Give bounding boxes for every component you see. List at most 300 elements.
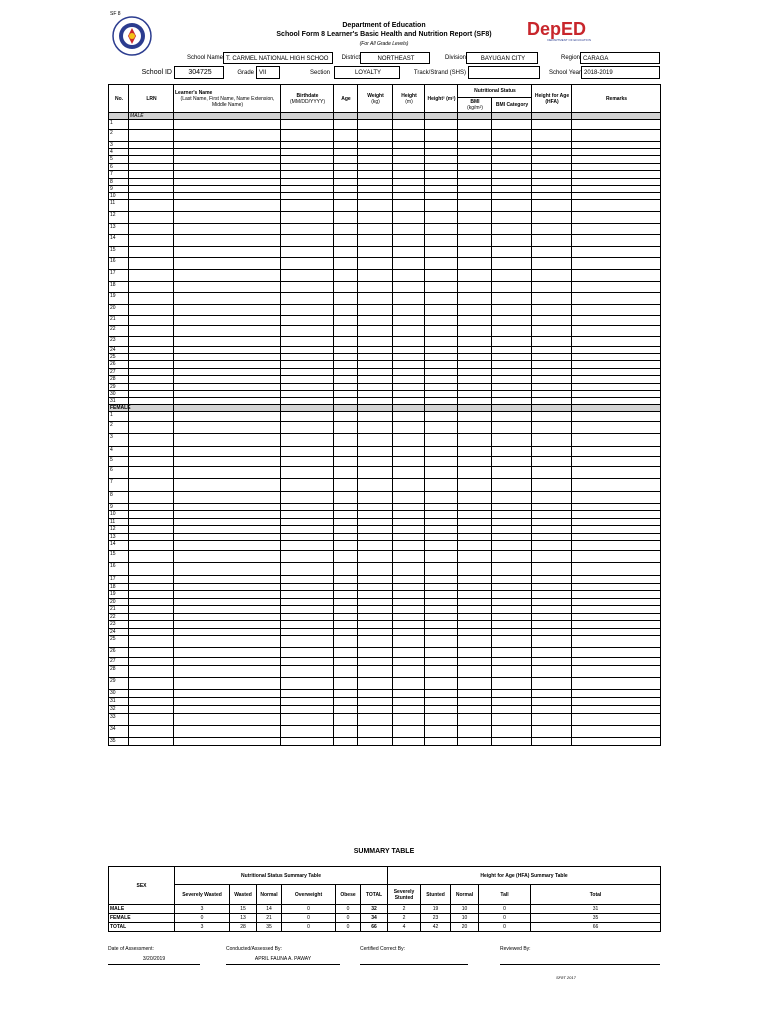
table-cell[interactable] xyxy=(281,479,334,492)
table-cell[interactable] xyxy=(393,666,425,678)
table-cell[interactable] xyxy=(129,621,174,629)
table-cell[interactable] xyxy=(334,270,358,282)
table-cell[interactable] xyxy=(358,678,393,690)
table-cell[interactable] xyxy=(281,541,334,551)
table-cell[interactable] xyxy=(334,467,358,479)
table-cell[interactable] xyxy=(532,584,572,591)
table-cell[interactable] xyxy=(393,164,425,171)
table-cell[interactable] xyxy=(393,361,425,369)
table-cell[interactable] xyxy=(281,200,334,212)
table-cell[interactable] xyxy=(492,156,532,164)
table-cell[interactable] xyxy=(129,156,174,164)
table-cell[interactable] xyxy=(572,200,661,212)
table-cell[interactable] xyxy=(281,376,334,384)
table-cell[interactable] xyxy=(281,305,334,316)
table-cell[interactable] xyxy=(492,200,532,212)
table-cell[interactable] xyxy=(393,706,425,714)
table-cell[interactable] xyxy=(129,541,174,551)
table-cell[interactable] xyxy=(174,316,281,326)
table-cell[interactable] xyxy=(334,541,358,551)
table-cell[interactable] xyxy=(572,666,661,678)
table-cell[interactable] xyxy=(425,698,458,706)
table-cell[interactable] xyxy=(532,422,572,434)
table-cell[interactable] xyxy=(458,726,492,738)
table-cell[interactable] xyxy=(532,698,572,706)
table-cell[interactable] xyxy=(281,584,334,591)
table-cell[interactable] xyxy=(492,347,532,354)
table-cell[interactable] xyxy=(334,354,358,361)
table-cell[interactable] xyxy=(425,563,458,576)
table-row[interactable] xyxy=(109,706,661,714)
table-cell[interactable] xyxy=(281,282,334,293)
table-cell[interactable] xyxy=(492,576,532,584)
table-cell[interactable] xyxy=(572,648,661,658)
table-cell[interactable] xyxy=(174,678,281,690)
table-cell[interactable] xyxy=(393,212,425,224)
table-cell[interactable] xyxy=(174,369,281,376)
table-cell[interactable] xyxy=(532,305,572,316)
table-row[interactable] xyxy=(109,666,661,678)
table-cell[interactable] xyxy=(174,293,281,305)
table-cell[interactable] xyxy=(334,258,358,270)
table-cell[interactable] xyxy=(358,212,393,224)
table-cell[interactable] xyxy=(425,648,458,658)
table-cell[interactable] xyxy=(281,636,334,648)
table-cell[interactable] xyxy=(532,534,572,541)
table-cell[interactable] xyxy=(425,369,458,376)
table-cell[interactable] xyxy=(174,384,281,391)
table-cell[interactable] xyxy=(572,193,661,200)
table-cell[interactable] xyxy=(334,376,358,384)
table-cell[interactable] xyxy=(281,391,334,398)
table-cell[interactable] xyxy=(532,164,572,171)
table-cell[interactable] xyxy=(174,120,281,130)
table-row[interactable] xyxy=(109,614,661,621)
table-cell[interactable] xyxy=(393,120,425,130)
table-cell[interactable] xyxy=(129,467,174,479)
table-cell[interactable] xyxy=(281,534,334,541)
table-cell[interactable] xyxy=(129,492,174,504)
table-cell[interactable] xyxy=(425,614,458,621)
table-row[interactable] xyxy=(109,193,661,200)
table-row[interactable] xyxy=(109,384,661,391)
table-cell[interactable] xyxy=(358,629,393,636)
table-cell[interactable] xyxy=(572,678,661,690)
table-cell[interactable] xyxy=(393,200,425,212)
table-cell[interactable] xyxy=(425,584,458,591)
table-cell[interactable] xyxy=(129,391,174,398)
table-cell[interactable] xyxy=(532,738,572,746)
table-cell[interactable] xyxy=(492,606,532,614)
table-cell[interactable] xyxy=(532,541,572,551)
table-cell[interactable] xyxy=(425,541,458,551)
table-cell[interactable] xyxy=(281,171,334,179)
table-cell[interactable] xyxy=(492,391,532,398)
table-cell[interactable] xyxy=(334,599,358,606)
table-cell[interactable] xyxy=(572,599,661,606)
table-row[interactable] xyxy=(109,347,661,354)
table-cell[interactable] xyxy=(129,738,174,746)
table-cell[interactable] xyxy=(129,171,174,179)
table-cell[interactable] xyxy=(174,551,281,563)
table-cell[interactable] xyxy=(358,648,393,658)
table-cell[interactable] xyxy=(492,186,532,193)
table-cell[interactable] xyxy=(492,434,532,447)
table-cell[interactable] xyxy=(425,384,458,391)
table-cell[interactable] xyxy=(281,337,334,347)
table-row[interactable] xyxy=(109,398,661,405)
table-cell[interactable] xyxy=(393,648,425,658)
table-cell[interactable] xyxy=(358,326,393,337)
table-cell[interactable] xyxy=(334,235,358,247)
table-row[interactable] xyxy=(109,726,661,738)
table-cell[interactable] xyxy=(572,738,661,746)
table-cell[interactable] xyxy=(129,282,174,293)
table-cell[interactable] xyxy=(532,337,572,347)
table-cell[interactable] xyxy=(532,247,572,258)
table-cell[interactable] xyxy=(492,706,532,714)
table-cell[interactable] xyxy=(572,293,661,305)
table-cell[interactable] xyxy=(358,576,393,584)
table-cell[interactable] xyxy=(393,130,425,142)
table-cell[interactable] xyxy=(393,738,425,746)
table-cell[interactable] xyxy=(281,293,334,305)
table-cell[interactable] xyxy=(492,422,532,434)
table-cell[interactable] xyxy=(281,467,334,479)
table-cell[interactable] xyxy=(492,467,532,479)
table-row[interactable] xyxy=(109,576,661,584)
table-cell[interactable] xyxy=(174,606,281,614)
table-cell[interactable] xyxy=(458,541,492,551)
table-cell[interactable] xyxy=(129,599,174,606)
table-cell[interactable] xyxy=(532,666,572,678)
table-cell[interactable] xyxy=(174,434,281,447)
table-cell[interactable] xyxy=(458,235,492,247)
table-cell[interactable] xyxy=(532,200,572,212)
table-cell[interactable] xyxy=(572,235,661,247)
table-cell[interactable] xyxy=(174,354,281,361)
table-cell[interactable] xyxy=(458,326,492,337)
table-cell[interactable] xyxy=(458,247,492,258)
table-cell[interactable] xyxy=(532,636,572,648)
table-cell[interactable] xyxy=(458,504,492,511)
table-cell[interactable] xyxy=(572,726,661,738)
table-cell[interactable] xyxy=(358,247,393,258)
table-cell[interactable] xyxy=(334,636,358,648)
table-cell[interactable] xyxy=(334,186,358,193)
table-cell[interactable] xyxy=(425,247,458,258)
table-cell[interactable] xyxy=(458,149,492,156)
table-cell[interactable] xyxy=(532,293,572,305)
table-cell[interactable] xyxy=(532,354,572,361)
table-cell[interactable] xyxy=(425,258,458,270)
grade-field[interactable]: VII xyxy=(256,66,280,79)
table-cell[interactable] xyxy=(334,614,358,621)
table-cell[interactable] xyxy=(532,179,572,186)
table-row[interactable] xyxy=(109,591,661,599)
table-cell[interactable] xyxy=(532,526,572,534)
table-cell[interactable] xyxy=(358,282,393,293)
table-row[interactable] xyxy=(109,391,661,398)
table-row[interactable] xyxy=(109,714,661,726)
table-cell[interactable] xyxy=(492,293,532,305)
table-cell[interactable] xyxy=(334,361,358,369)
table-cell[interactable] xyxy=(492,504,532,511)
table-cell[interactable] xyxy=(425,200,458,212)
table-cell[interactable] xyxy=(393,591,425,599)
table-cell[interactable] xyxy=(281,224,334,235)
table-cell[interactable] xyxy=(425,120,458,130)
table-cell[interactable] xyxy=(458,599,492,606)
table-row[interactable] xyxy=(109,584,661,591)
table-cell[interactable] xyxy=(572,534,661,541)
table-cell[interactable] xyxy=(281,526,334,534)
table-cell[interactable] xyxy=(572,519,661,526)
table-cell[interactable] xyxy=(425,457,458,467)
table-cell[interactable] xyxy=(458,398,492,405)
table-row[interactable] xyxy=(109,171,661,179)
table-cell[interactable] xyxy=(425,576,458,584)
table-cell[interactable] xyxy=(393,305,425,316)
table-cell[interactable] xyxy=(174,337,281,347)
table-cell[interactable] xyxy=(334,305,358,316)
table-cell[interactable] xyxy=(458,511,492,519)
table-cell[interactable] xyxy=(572,361,661,369)
table-cell[interactable] xyxy=(492,193,532,200)
table-cell[interactable] xyxy=(129,247,174,258)
table-cell[interactable] xyxy=(358,164,393,171)
table-cell[interactable] xyxy=(334,606,358,614)
table-cell[interactable] xyxy=(532,706,572,714)
table-cell[interactable] xyxy=(532,361,572,369)
table-cell[interactable] xyxy=(425,591,458,599)
table-cell[interactable] xyxy=(492,614,532,621)
table-cell[interactable] xyxy=(492,492,532,504)
table-cell[interactable] xyxy=(572,511,661,519)
table-cell[interactable] xyxy=(572,247,661,258)
table-cell[interactable] xyxy=(572,391,661,398)
table-cell[interactable] xyxy=(393,519,425,526)
table-cell[interactable] xyxy=(532,479,572,492)
table-cell[interactable] xyxy=(129,726,174,738)
table-cell[interactable] xyxy=(393,171,425,179)
table-row[interactable] xyxy=(109,247,661,258)
table-cell[interactable] xyxy=(393,457,425,467)
table-cell[interactable] xyxy=(174,738,281,746)
table-cell[interactable] xyxy=(281,666,334,678)
table-cell[interactable] xyxy=(572,120,661,130)
table-cell[interactable] xyxy=(458,526,492,534)
table-cell[interactable] xyxy=(572,636,661,648)
table-cell[interactable] xyxy=(492,534,532,541)
table-cell[interactable] xyxy=(129,305,174,316)
table-cell[interactable] xyxy=(334,412,358,422)
table-cell[interactable] xyxy=(174,171,281,179)
table-cell[interactable] xyxy=(174,447,281,457)
table-cell[interactable] xyxy=(572,326,661,337)
table-cell[interactable] xyxy=(129,270,174,282)
table-cell[interactable] xyxy=(174,179,281,186)
table-cell[interactable] xyxy=(492,398,532,405)
table-cell[interactable] xyxy=(458,690,492,698)
table-cell[interactable] xyxy=(358,447,393,457)
table-cell[interactable] xyxy=(532,591,572,599)
table-cell[interactable] xyxy=(358,235,393,247)
table-cell[interactable] xyxy=(129,706,174,714)
table-cell[interactable] xyxy=(425,130,458,142)
table-cell[interactable] xyxy=(393,376,425,384)
table-cell[interactable] xyxy=(174,235,281,247)
table-cell[interactable] xyxy=(358,434,393,447)
table-cell[interactable] xyxy=(281,258,334,270)
table-row[interactable] xyxy=(109,326,661,337)
table-cell[interactable] xyxy=(425,519,458,526)
table-cell[interactable] xyxy=(281,354,334,361)
table-cell[interactable] xyxy=(334,316,358,326)
table-cell[interactable] xyxy=(393,270,425,282)
table-cell[interactable] xyxy=(174,347,281,354)
table-cell[interactable] xyxy=(425,186,458,193)
table-cell[interactable] xyxy=(358,179,393,186)
table-cell[interactable] xyxy=(358,347,393,354)
table-cell[interactable] xyxy=(425,398,458,405)
table-cell[interactable] xyxy=(129,361,174,369)
school-year-field[interactable]: 2018-2019 xyxy=(581,66,660,79)
table-row[interactable] xyxy=(109,224,661,235)
table-row[interactable] xyxy=(109,606,661,614)
table-cell[interactable] xyxy=(492,636,532,648)
table-cell[interactable] xyxy=(358,467,393,479)
table-cell[interactable] xyxy=(129,690,174,698)
table-cell[interactable] xyxy=(281,156,334,164)
table-cell[interactable] xyxy=(458,447,492,457)
table-cell[interactable] xyxy=(334,584,358,591)
table-cell[interactable] xyxy=(129,658,174,666)
table-cell[interactable] xyxy=(492,354,532,361)
table-cell[interactable] xyxy=(281,678,334,690)
table-cell[interactable] xyxy=(393,614,425,621)
table-cell[interactable] xyxy=(334,120,358,130)
table-cell[interactable] xyxy=(129,149,174,156)
table-cell[interactable] xyxy=(532,519,572,526)
table-cell[interactable] xyxy=(358,534,393,541)
table-row[interactable] xyxy=(109,149,661,156)
table-cell[interactable] xyxy=(572,690,661,698)
table-row[interactable] xyxy=(109,316,661,326)
table-cell[interactable] xyxy=(281,447,334,457)
table-cell[interactable] xyxy=(572,698,661,706)
table-cell[interactable] xyxy=(458,606,492,614)
table-cell[interactable] xyxy=(532,621,572,629)
table-cell[interactable] xyxy=(458,376,492,384)
table-cell[interactable] xyxy=(281,247,334,258)
table-cell[interactable] xyxy=(458,282,492,293)
table-cell[interactable] xyxy=(425,149,458,156)
table-cell[interactable] xyxy=(174,563,281,576)
table-cell[interactable] xyxy=(492,519,532,526)
table-cell[interactable] xyxy=(334,621,358,629)
table-cell[interactable] xyxy=(129,648,174,658)
table-row[interactable] xyxy=(109,142,661,149)
table-cell[interactable] xyxy=(572,479,661,492)
table-cell[interactable] xyxy=(532,551,572,563)
table-cell[interactable] xyxy=(358,563,393,576)
table-row[interactable] xyxy=(109,337,661,347)
table-cell[interactable] xyxy=(281,511,334,519)
table-cell[interactable] xyxy=(281,270,334,282)
table-cell[interactable] xyxy=(393,369,425,376)
table-cell[interactable] xyxy=(281,369,334,376)
table-cell[interactable] xyxy=(129,347,174,354)
table-cell[interactable] xyxy=(572,629,661,636)
table-cell[interactable] xyxy=(532,120,572,130)
table-cell[interactable] xyxy=(532,130,572,142)
table-cell[interactable] xyxy=(492,714,532,726)
table-cell[interactable] xyxy=(458,171,492,179)
table-cell[interactable] xyxy=(458,186,492,193)
table-cell[interactable] xyxy=(492,384,532,391)
table-cell[interactable] xyxy=(458,479,492,492)
table-cell[interactable] xyxy=(358,584,393,591)
table-cell[interactable] xyxy=(492,247,532,258)
table-cell[interactable] xyxy=(281,422,334,434)
table-cell[interactable] xyxy=(174,534,281,541)
table-cell[interactable] xyxy=(334,511,358,519)
table-cell[interactable] xyxy=(393,282,425,293)
table-cell[interactable] xyxy=(458,369,492,376)
table-cell[interactable] xyxy=(393,156,425,164)
table-cell[interactable] xyxy=(334,648,358,658)
table-cell[interactable] xyxy=(532,258,572,270)
table-cell[interactable] xyxy=(174,591,281,599)
table-cell[interactable] xyxy=(393,511,425,519)
table-cell[interactable] xyxy=(532,171,572,179)
table-cell[interactable] xyxy=(358,293,393,305)
table-cell[interactable] xyxy=(281,149,334,156)
table-row[interactable] xyxy=(109,270,661,282)
table-cell[interactable] xyxy=(425,551,458,563)
table-cell[interactable] xyxy=(358,398,393,405)
table-cell[interactable] xyxy=(492,369,532,376)
table-cell[interactable] xyxy=(334,526,358,534)
table-row[interactable] xyxy=(109,738,661,746)
table-cell[interactable] xyxy=(425,504,458,511)
table-cell[interactable] xyxy=(281,563,334,576)
table-cell[interactable] xyxy=(334,193,358,200)
table-cell[interactable] xyxy=(174,714,281,726)
table-cell[interactable] xyxy=(334,706,358,714)
table-cell[interactable] xyxy=(174,376,281,384)
table-cell[interactable] xyxy=(174,629,281,636)
table-cell[interactable] xyxy=(532,599,572,606)
table-cell[interactable] xyxy=(174,526,281,534)
table-cell[interactable] xyxy=(532,606,572,614)
table-cell[interactable] xyxy=(492,479,532,492)
table-cell[interactable] xyxy=(458,698,492,706)
table-cell[interactable] xyxy=(425,690,458,698)
table-cell[interactable] xyxy=(393,347,425,354)
table-cell[interactable] xyxy=(174,212,281,224)
table-cell[interactable] xyxy=(281,648,334,658)
table-cell[interactable] xyxy=(281,614,334,621)
table-cell[interactable] xyxy=(334,369,358,376)
table-cell[interactable] xyxy=(572,614,661,621)
table-cell[interactable] xyxy=(458,467,492,479)
table-cell[interactable] xyxy=(281,698,334,706)
table-cell[interactable] xyxy=(492,666,532,678)
table-cell[interactable] xyxy=(572,316,661,326)
table-cell[interactable] xyxy=(393,551,425,563)
